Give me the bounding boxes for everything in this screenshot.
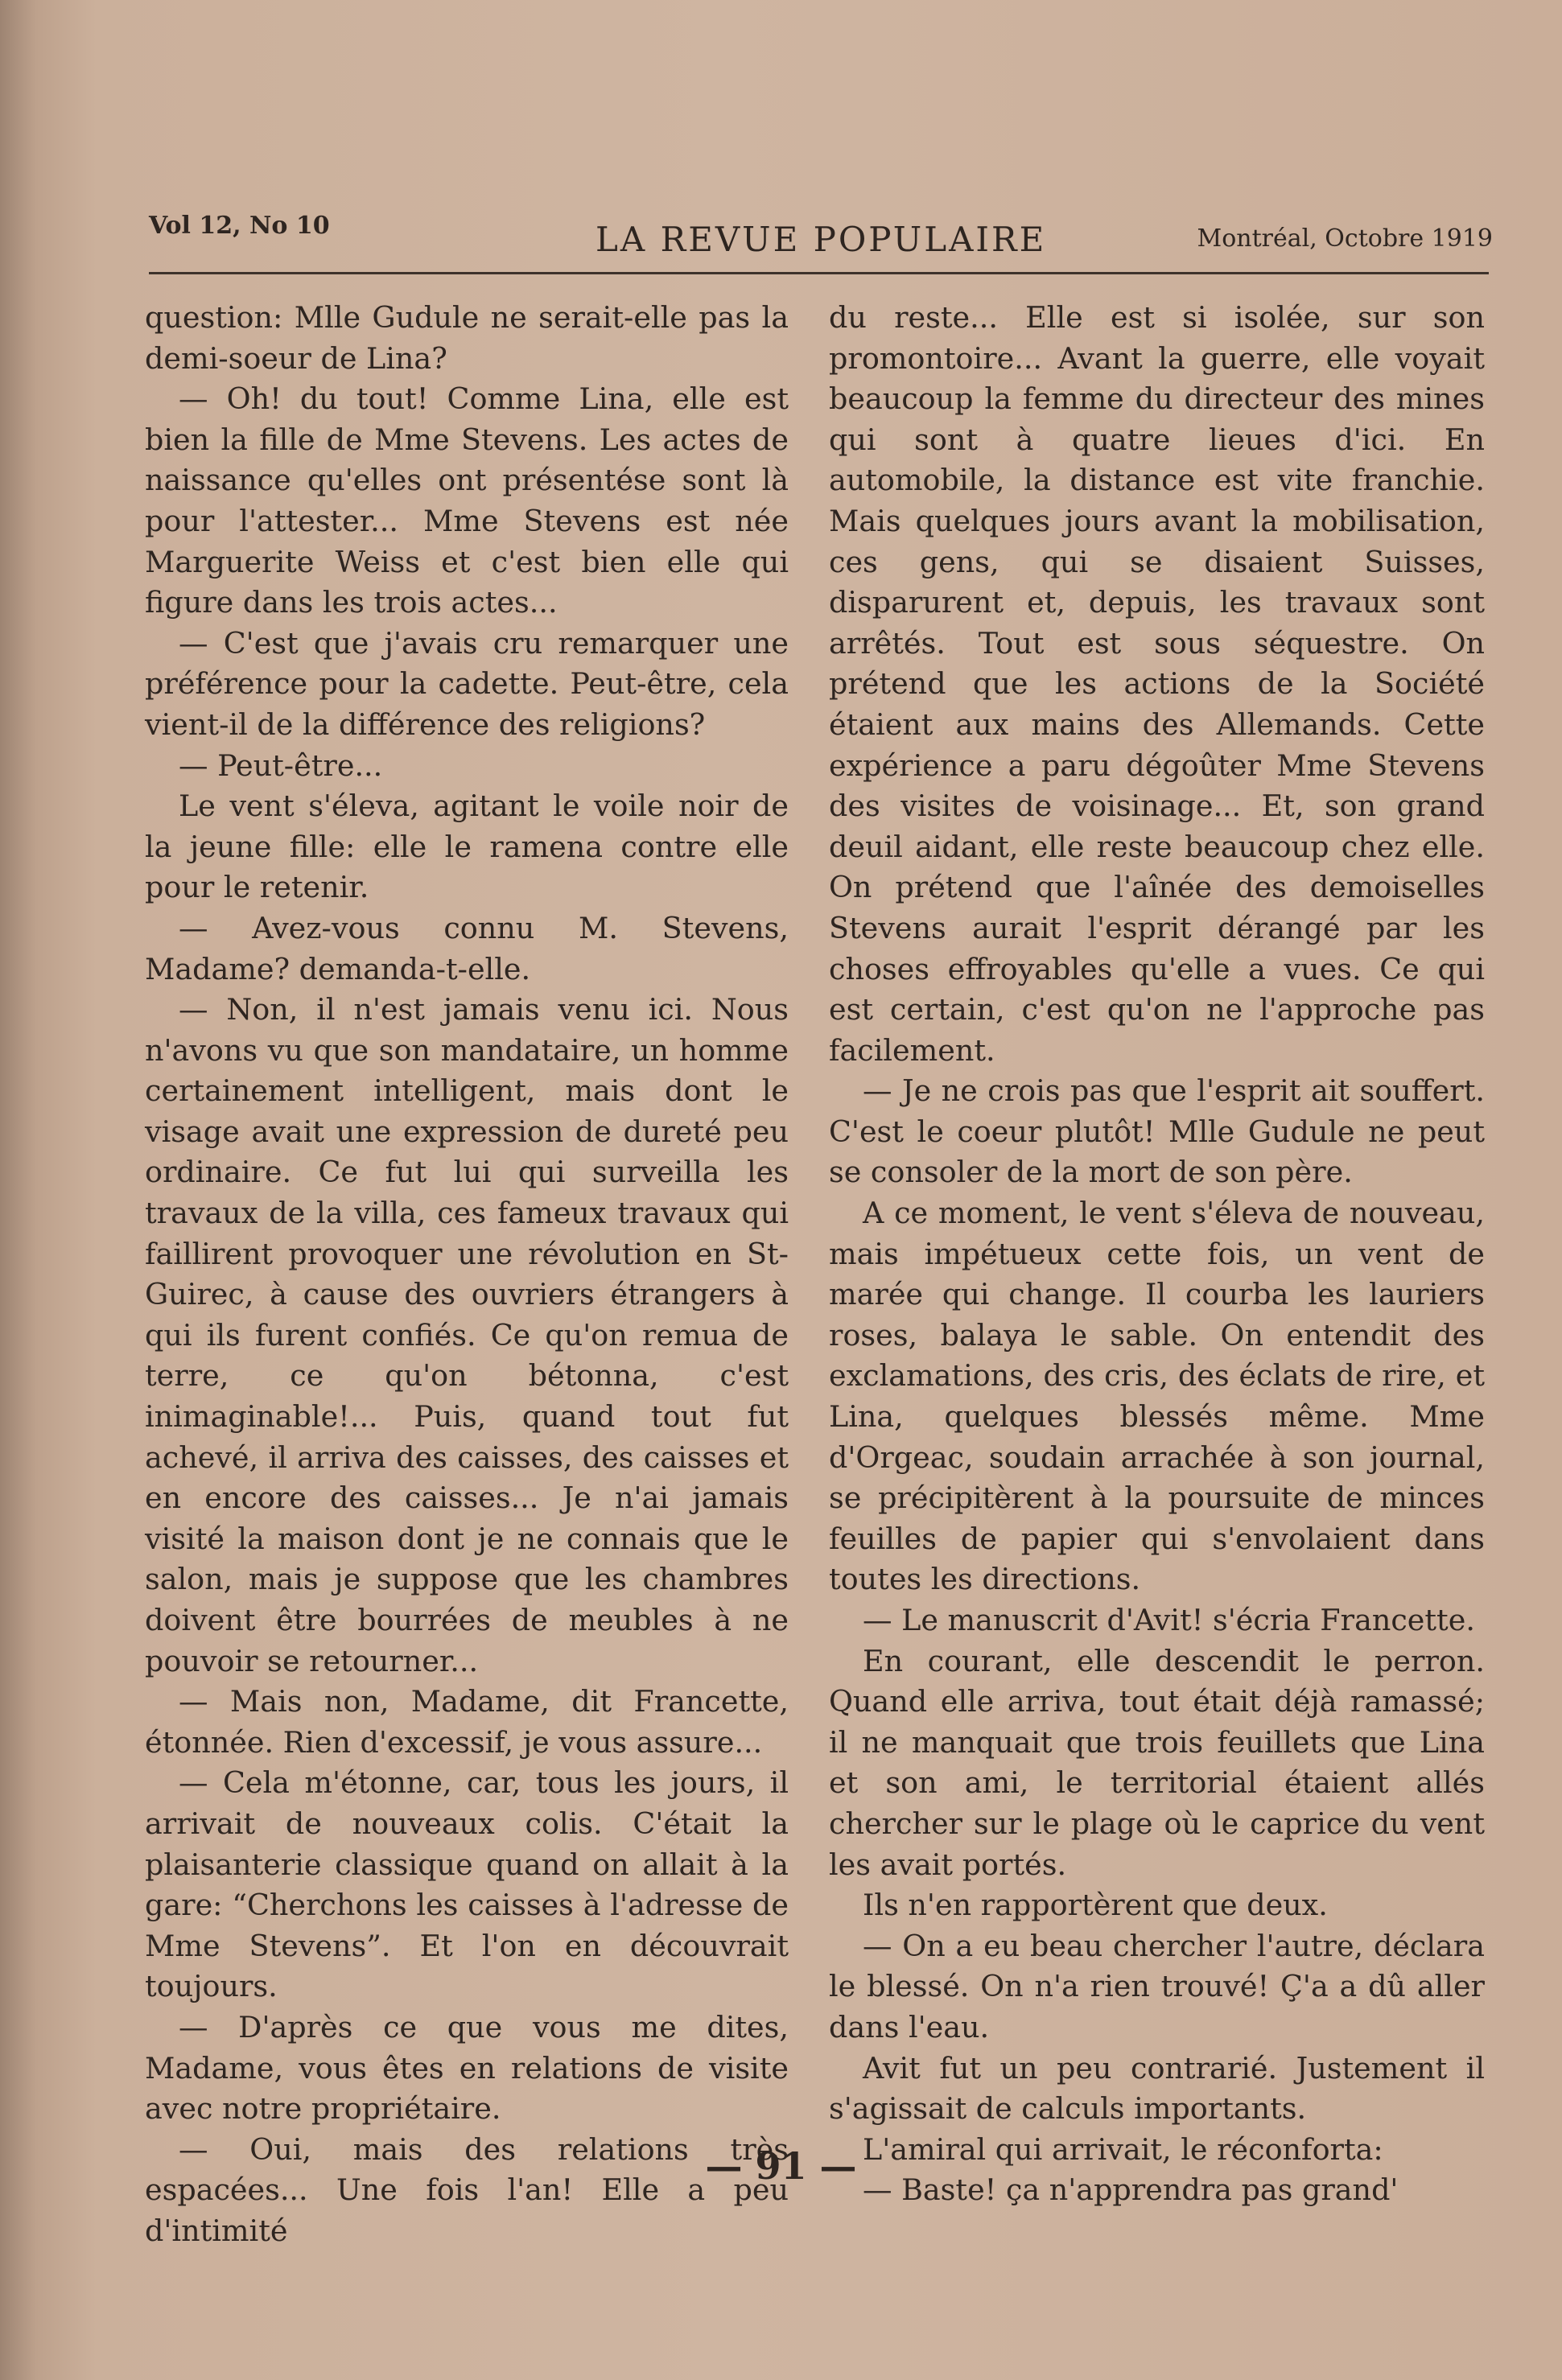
page-header [149, 205, 1493, 261]
paragraph: Le vent s'éleva, agitant le voile noir de la jeune fille: elle le ramena contre elle pour le retenir. [145, 789, 789, 905]
volume-number: Vol 12, No 10 [149, 212, 330, 240]
paragraph: A ce moment, le vent s'éleva de nouveau, mais impétueux cette fois, un vent de marée qui change. Il courba les lauriers roses, balaya le sable. On entendit des exclamations, des cris, des éclats de rire, et Lina, quelques blessés même. Mme d'Orgeac, soudain arrachée à son journal, se précipitèrent à la poursuite de minces feuilles de papier qui s'envolaient dans toutes les directions. [829, 1196, 1485, 1597]
page-number: — 91 — [705, 2144, 857, 2188]
right-column [829, 298, 1485, 2211]
publication-title: LA REVUE POPULAIRE [596, 220, 1047, 259]
paragraph: L'amiral qui arrivait, le réconforta: [863, 2131, 1383, 2167]
paragraph: — Peut-être... [179, 747, 383, 783]
paragraph: — Cela m'étonne, car, tous les jours, il arrivait de nouveaux colis. C'était la plaisanterie classique quand on allait à la gare: “Cherchons les caisses à l'adresse de Mme Stevens”. Et l'on en découvrait toujours. [145, 1765, 789, 2004]
paragraph: — C'est que j'avais cru remarquer une préférence pour la cadette. Peut-être, cela vient-il de la différence des religions? [145, 625, 789, 742]
paragraph: — Non, il n'est jamais venu ici. Nous n'avons vu que son mandataire, un homme certainement intelligent, mais dont le visage avait une expression de dureté peu ordinaire. Ce fut lui qui surveilla les travaux de la villa, ces fameux travaux qui faillirent provoquer une révolution en St-Guirec, à cause des ouvriers étrangers à qui ils furent confiés. Ce qu'on remua de terre, ce qu'on bétonna, c'est inimaginable!... Puis, quand tout fut achevé, il arriva des caisses, des caisses et en encore des caisses... Je n'ai jamais visité la maison dont je ne connais que le salon, mais je suppose que les chambres doivent être bourrées de meubles à ne pouvoir se retourner... [145, 992, 789, 1678]
paragraph: — D'après ce que vous me dites, Madame, vous êtes en relations de visite avec notre propriétaire. [145, 2009, 789, 2127]
paragraph: question: Mlle Gudule ne serait-elle pas la demi-soeur de Lina? [145, 300, 789, 376]
paragraph: — Je ne crois pas que l'esprit ait souffert. C'est le coeur plutôt! Mlle Gudule ne peut se consoler de la mort de son père. [829, 1073, 1485, 1190]
paragraph: du reste... Elle est si isolée, sur son promontoire... Avant la guerre, elle voyait beaucoup la femme du directeur des mines qui sont à quatre lieues d'ici. En automobile, la distance est vite franchie. Mais quelques jours avant la mobilisation, ces gens, qui se disaient Suisses, disparurent et, depuis, les travaux sont arrêtés. Tout est sous séquestre. On prétend que les actions de la Société étaient aux mains des Allemands. Cette expérience a paru dégoûter Mme Stevens des visites de voisinage... Et, son grand deuil aidant, elle reste beaucoup chez elle. On prétend que l'aînée des demoiselles Stevens aurait l'esprit dérangé par les choses effroyables qu'elle a vues. Ce qui est certain, c'est qu'on ne l'approche pas facilement. [829, 300, 1485, 1068]
paragraph: — Baste! ça n'apprendra pas grand' [863, 2172, 1399, 2208]
paragraph: — Oui, mais des relations très espacées... Une fois l'an! Elle a peu d'intimité [145, 2131, 789, 2248]
place-date: Montréal, Octobre 1919 [1197, 224, 1493, 253]
paragraph: — Oh! du tout! Comme Lina, elle est bien la fille de Mme Stevens. Les actes de naissance qu'elles ont présentése sont là pour l'attester... Mme Stevens est née Marguerite Weiss et c'est bien elle qui figure dans les trois actes... [145, 381, 789, 620]
paragraph: — Le manuscrit d'Avit! s'écria Francette. [863, 1603, 1475, 1637]
paragraph: En courant, elle descendit le perron. Quand elle arriva, tout était déjà ramassé; il ne manquait que trois feuillets que Lina et son ami, le territorial étaient allés chercher sur le plage où le caprice du vent les avait portés. [829, 1643, 1485, 1882]
header-rule [149, 272, 1489, 274]
paragraph: Ils n'en rapportèrent que deux. [863, 1888, 1328, 1923]
paragraph: — On a eu beau chercher l'autre, déclara le blessé. On n'a rien trouvé! Ç'a a dû aller dans l'eau. [829, 1928, 1485, 2044]
left-column [145, 298, 789, 2252]
paragraph: Avit fut un peu contrarié. Justement il s'agissait de calculs importants. [829, 2050, 1485, 2127]
paragraph: — Mais non, Madame, dit Francette, étonnée. Rien d'excessif, je vous assure... [145, 1684, 789, 1760]
paragraph: — Avez-vous connu M. Stevens, Madame? demanda-t-elle. [145, 910, 789, 986]
